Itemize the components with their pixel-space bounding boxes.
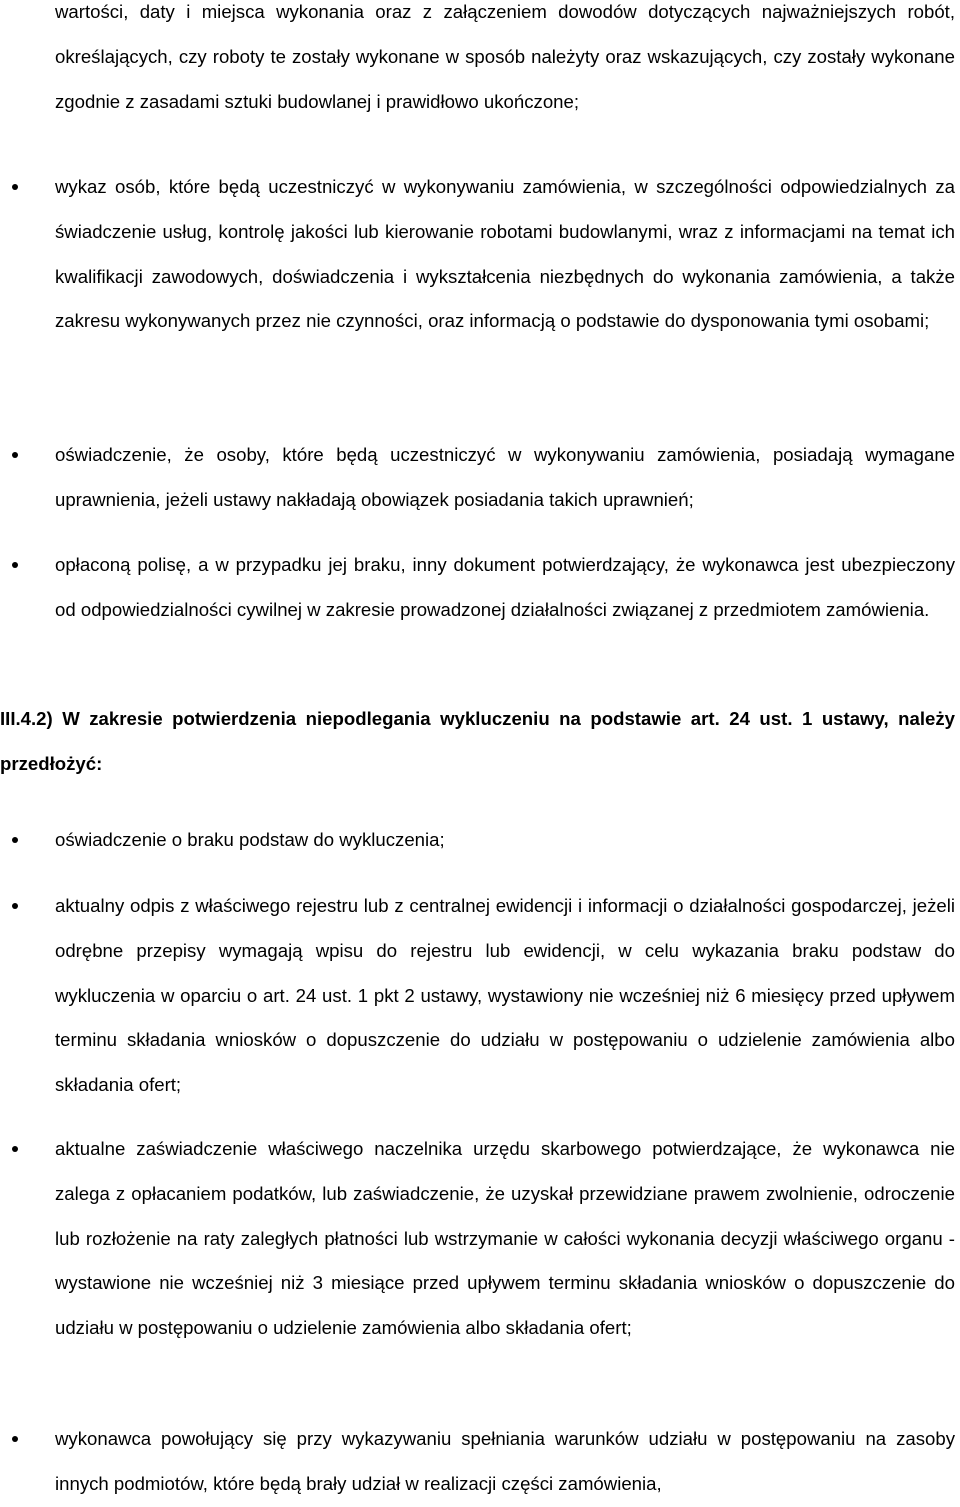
section-heading: III.4.2) W zakresie potwierdzenia niepodlegania wykluczeniu na podstawie art. 24 ust. 1 ustawy, należy przedłożyć:	[0, 708, 955, 774]
list-item	[55, 1417, 955, 1507]
bullet-icon	[12, 562, 18, 568]
list-item	[55, 1127, 955, 1351]
bullet-icon	[12, 903, 18, 909]
list-item-text: oświadczenie o braku podstaw do wykluczenia;	[55, 829, 445, 850]
list-item-text: oświadczenie, że osoby, które będą uczestniczyć w wykonywaniu zamówienia, posiadają wymagane uprawnienia, jeżeli ustawy nakładają obowiązek posiadania takich uprawnień;	[55, 444, 955, 510]
continuation-paragraph: wartości, daty i miejsca wykonania oraz z załączeniem dowodów dotyczących najważniejszych robót, określających, czy roboty te zostały wykonane w sposób należyty oraz wskazujących, czy zostały wykonane zgodnie z zasadami sztuki budowlanej i prawidłowo ukończone;	[55, 1, 955, 112]
list-item	[55, 433, 955, 523]
list-item	[55, 884, 955, 1108]
bullet-icon	[12, 184, 18, 190]
list-item-text: aktualne zaświadczenie właściwego naczelnika urzędu skarbowego potwierdzające, że wykonawca nie zalega z opłacaniem podatków, lub zaświadczenie, że uzyskał przewidziane prawem zwolnienie, odroczenie lub rozłożenie na raty zaległych płatności lub wstrzymanie w całości wykonania decyzji właściwego organu - wystawione nie wcześniej niż 3 miesiące przed upływem terminu składania wniosków o dopuszczenie do udziału w postępowaniu o udzielenie zamówienia albo składania ofert;	[55, 1138, 955, 1339]
bullet-icon	[12, 1436, 18, 1442]
bullet-icon	[12, 1146, 18, 1152]
list-item	[55, 543, 955, 633]
bullet-icon	[12, 837, 18, 843]
list-item	[55, 165, 955, 344]
bullet-icon	[12, 452, 18, 458]
list-item-text: wykaz osób, które będą uczestniczyć w wykonywaniu zamówienia, w szczególności odpowiedzialnych za świadczenie usług, kontrolę jakości lub kierowanie robotami budowlanymi, wraz z informacjami na temat ich kwalifikacji zawodowych, doświadczenia i wykształcenia niezbędnych do wykonania zamówienia, a także zakresu wykonywanych przez nie czynności, oraz informacją o podstawie do dysponowania tymi osobami;	[55, 176, 955, 332]
list-item-text: aktualny odpis z właściwego rejestru lub z centralnej ewidencji i informacji o działalności gospodarczej, jeżeli odrębne przepisy wymagają wpisu do rejestru lub ewidencji, w celu wykazania braku podstaw do wykluczenia w oparciu o art. 24 ust. 1 pkt 2 ustawy, wystawiony nie wcześniej niż 6 miesięcy przed upływem terminu składania wniosków o dopuszczenie do udziału w postępowaniu o udzielenie zamówienia albo składania ofert;	[55, 895, 955, 1096]
list-item-text: opłaconą polisę, a w przypadku jej braku, inny dokument potwierdzający, że wykonawca jest ubezpieczony od odpowiedzialności cywilnej w zakresie prowadzonej działalności związanej z przedmiotem zamówienia.	[55, 554, 955, 620]
list-item-text: wykonawca powołujący się przy wykazywaniu spełniania warunków udziału w postępowaniu na zasoby innych podmiotów, które będą brały udział w realizacji części zamówienia,	[55, 1428, 955, 1494]
list-item	[55, 818, 955, 863]
